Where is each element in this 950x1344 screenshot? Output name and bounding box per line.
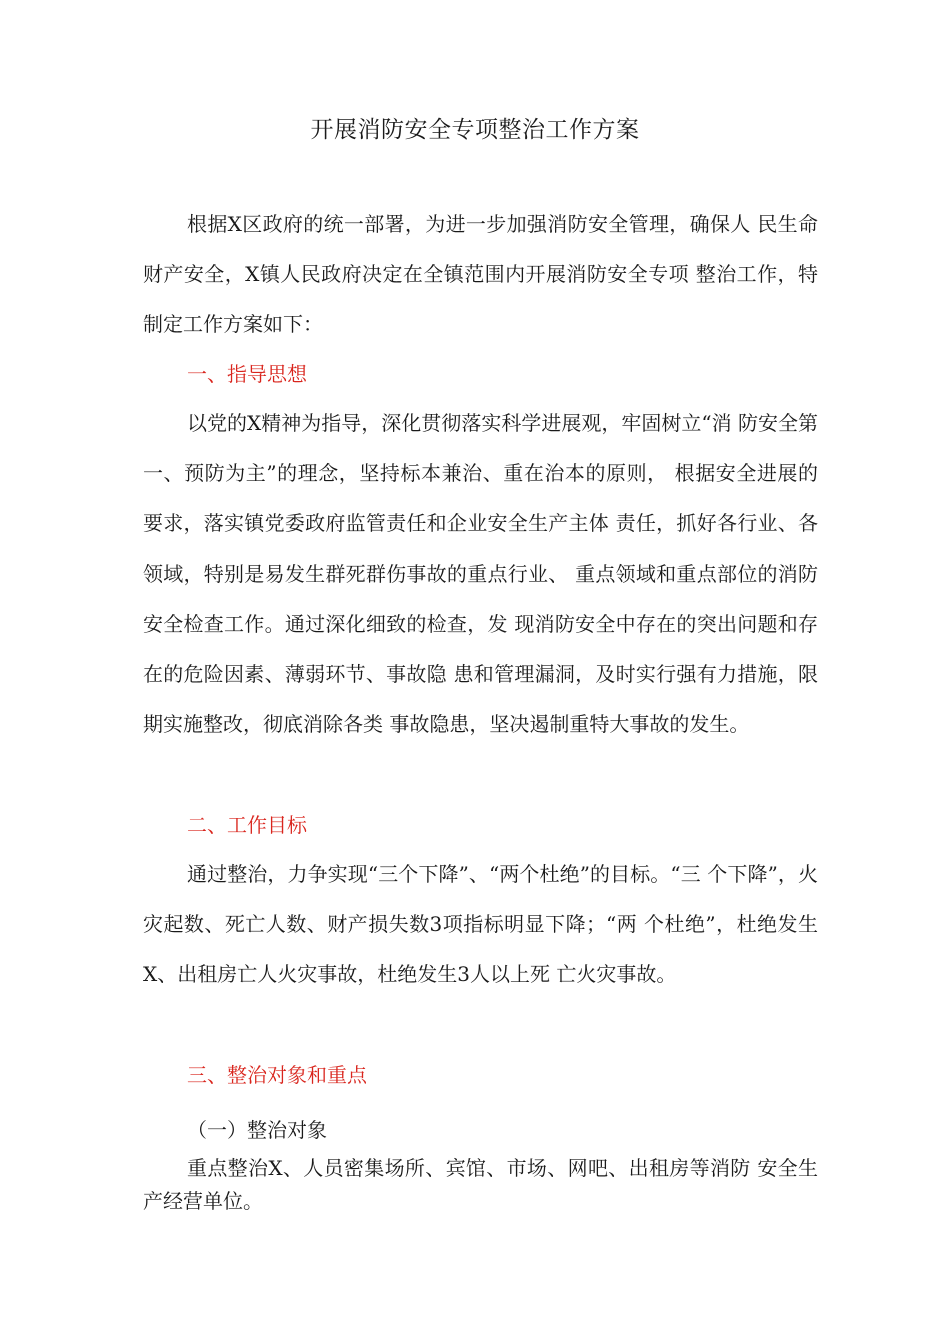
intro-paragraph: 根据X区政府的统一部署，为进一步加强消防安全管理，确保人 民生命财产安全，X镇人民政府决定在全镇范围内开展消防安全专项 整治工作，特制定工作方案如下： — [143, 212, 818, 337]
section-heading-guiding-ideology: 一、指导思想 — [187, 362, 307, 386]
section-heading-targets-and-focus: 三、整治对象和重点 — [187, 1063, 367, 1087]
subsection-heading-targets: （一）整治对象 — [187, 1118, 327, 1142]
section-body-work-goals: 通过整治，力争实现“三个下降”、“两个杜绝”的目标。“三 个下降”，火灾起数、死亡人数、财产损失数3项指标明显下降；“两 个杜绝”，杜绝发生X、出租房亡人火灾事故，杜绝发生3人以上死 亡火灾事故。 — [143, 862, 818, 987]
section-body-guiding-ideology: 以党的X精神为指导，深化贯彻落实科学进展观，牢固树立“消 防安全第一、预防为主”的理念，坚持标本兼治、重在治本的原则， 根据安全进展的要求，落实镇党委政府监管责任和企业安全生产主体 责任，抓好各行业、各领域，特别是易发生群死群伤事故的重点行业、 重点领域和重点部位的消防安全检查工作。通过深化细致的检查，发 现消防安全中存在的突出问题和存在的危险因素、薄弱环节、事故隐 患和管理漏洞，及时实行强有力措施，限期实施整改，彻底消除各类 事故隐患，坚决遏制重特大事故的发生。 — [143, 411, 818, 737]
document-title: 开展消防安全专项整治工作方案 — [310, 117, 640, 143]
section-heading-work-goals: 二、工作目标 — [187, 813, 307, 837]
subsection-body-targets: 重点整治X、人员密集场所、宾馆、市场、网吧、出租房等消防 安全生产经营单位。 — [143, 1156, 818, 1213]
